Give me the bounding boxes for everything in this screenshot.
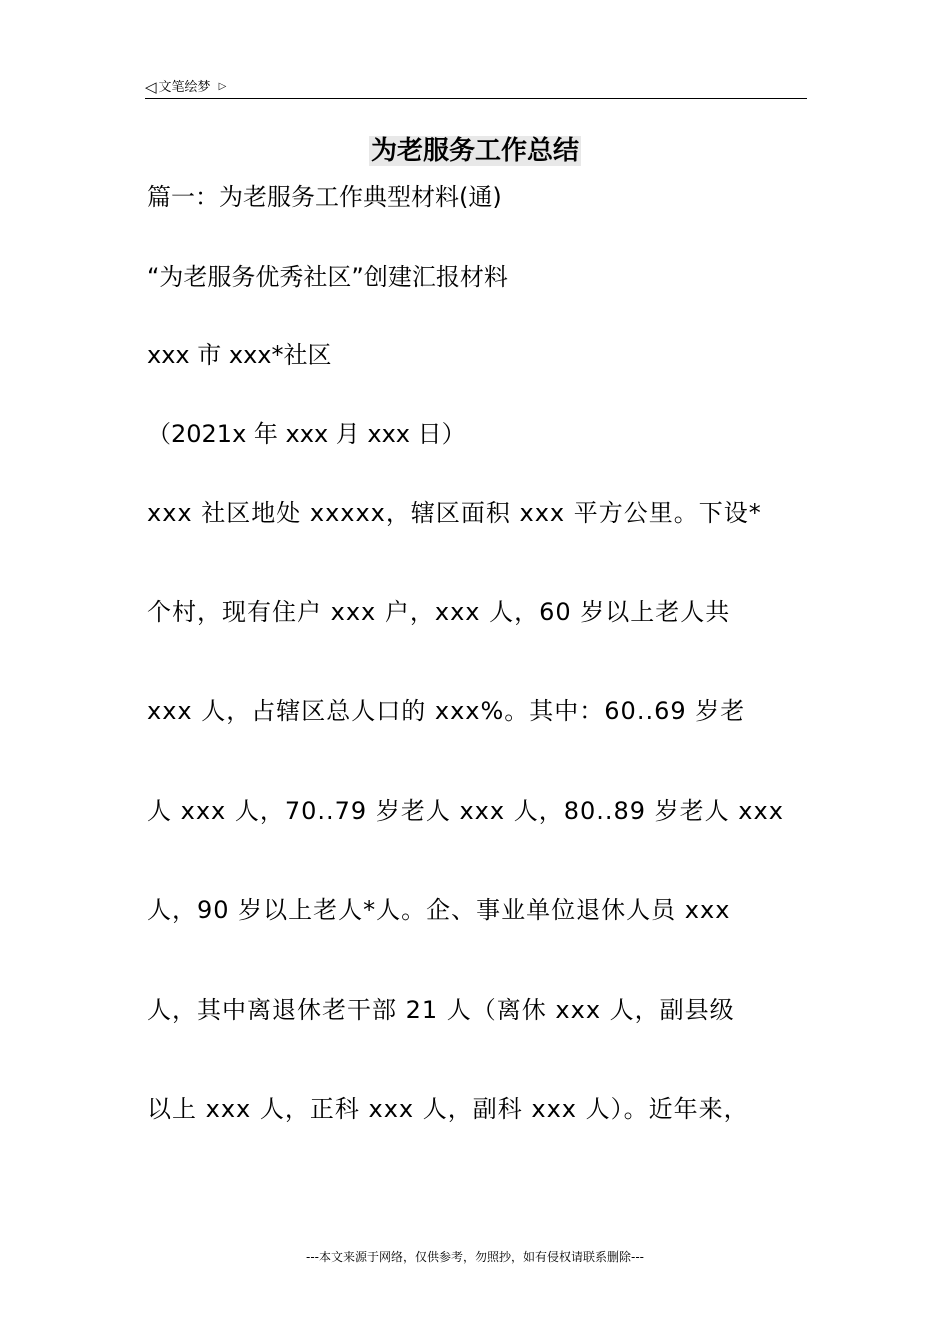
body-line: xxx 人，占辖区总人口的 xxx%。其中：60..69 岁老 (147, 697, 746, 725)
body-line: 人，其中离退休老干部 21 人（离休 xxx 人，副县级 (147, 996, 735, 1024)
document-title: 为老服务工作总结 (370, 136, 579, 166)
header-label-group (145, 76, 226, 96)
page-header (145, 74, 807, 99)
organization-line: xxx 市 xxx*社区 (147, 341, 332, 369)
left-triangle-icon: ◁ (145, 78, 157, 96)
chapter-heading: 篇一：为老服务工作典型材料(通) (147, 183, 502, 211)
document-title-wrapper (0, 130, 950, 167)
report-subtitle: “为老服务优秀社区”创建汇报材料 (147, 263, 508, 291)
page-footer-disclaimer: ---本文来源于网络，仅供参考，勿照抄，如有侵权请联系删除--- (306, 1250, 644, 1264)
body-line: xxx 社区地处 xxxxx，辖区面积 xxx 平方公里。下设* (147, 499, 762, 527)
body-line: 以上 xxx 人，正科 xxx 人，副科 xxx 人）。近年来， (147, 1095, 749, 1123)
body-line: 人 xxx 人，70..79 岁老人 xxx 人，80..89 岁老人 xxx (147, 797, 784, 825)
right-triangle-icon: ▷ (218, 81, 227, 92)
body-line: 个村，现有住户 xxx 户，xxx 人，60 岁以上老人共 (147, 598, 731, 626)
header-label: 文笔绘梦 (158, 80, 211, 95)
date-line: （2021x 年 xxx 月 xxx 日） (147, 420, 466, 448)
body-line: 人，90 岁以上老人*人。企、事业单位退休人员 xxx (147, 896, 731, 924)
